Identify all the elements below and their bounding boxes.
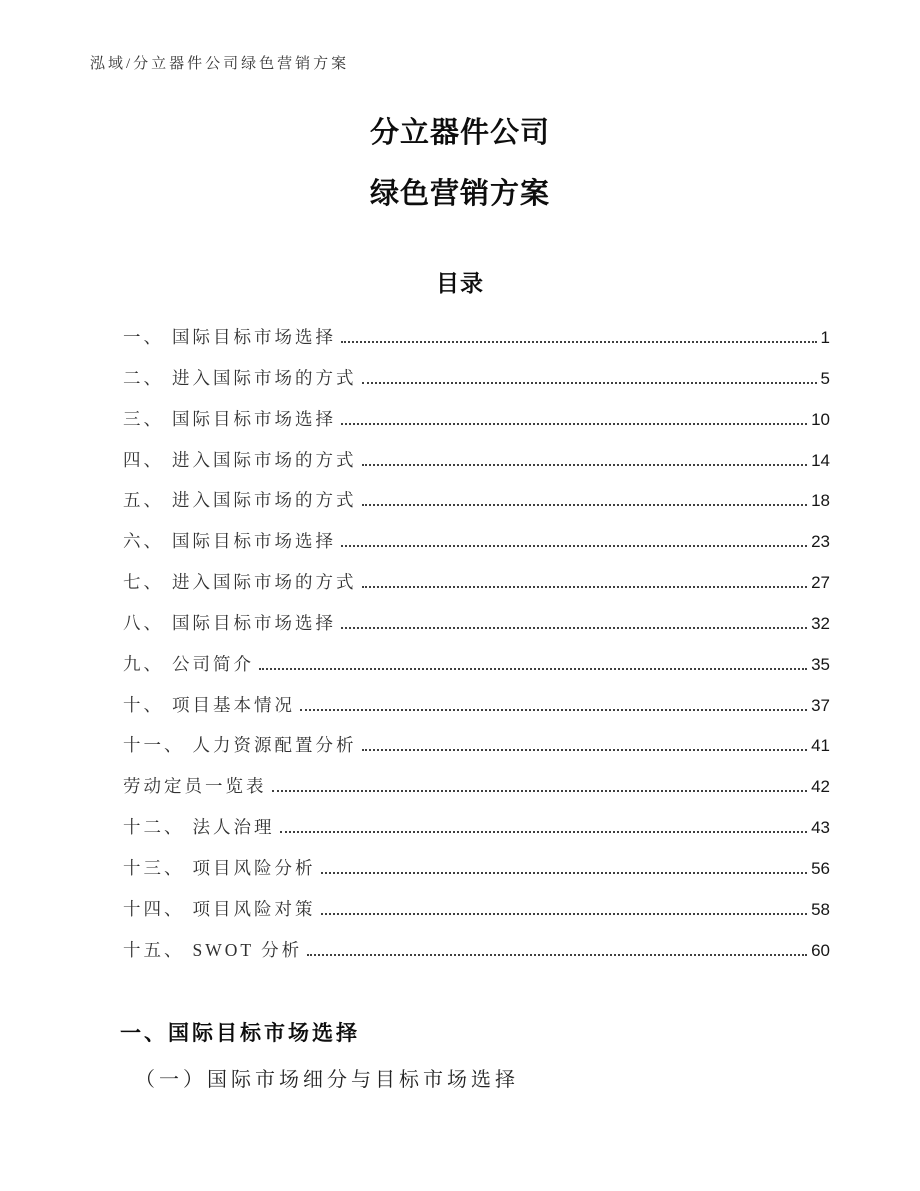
toc-entry[interactable] [90,480,830,521]
toc-entry-page: 14 [811,450,830,470]
toc-entry[interactable] [90,889,830,930]
toc-entry-title: 国际目标市场选择 [172,327,336,347]
toc-entry-page: 23 [811,532,830,552]
page-header-text: 泓域/分立器件公司绿色营销方案 [90,56,350,72]
toc-entry[interactable] [90,440,830,481]
toc-entry[interactable] [90,930,830,971]
section-heading: 一、国际目标市场选择 [120,1022,360,1045]
toc-entry[interactable] [90,807,830,848]
toc-entry-title: 进入国际市场的方式 [172,367,357,388]
subsection-heading: （一）国际市场细分与目标市场选择 [135,1069,519,1091]
toc-entry-title: 项目基本情况 [172,694,295,715]
toc-entry-number: 四、 [123,449,164,470]
toc-dot-leader [300,708,807,711]
toc-entry-title: 项目风险分析 [192,857,316,878]
toc-entry-title: 进入国际市场的方式 [172,572,357,593]
toc-entry-page: 10 [811,409,830,429]
toc-heading: 目录 [436,270,484,296]
toc-entry-page: 1 [820,328,830,347]
toc-entry-number: 十一、 [123,735,185,756]
toc-entry-number: 六、 [123,531,164,552]
toc-entry-title: SWOT 分析 [192,939,303,960]
toc-dot-leader [362,585,808,588]
toc-entry-page: 58 [811,899,830,919]
toc-dot-leader [307,953,807,956]
toc-dot-leader [362,463,808,466]
toc-dot-leader [321,912,808,915]
toc-entry[interactable] [90,603,830,644]
toc-entry-number: 十二、 [123,817,185,838]
toc-entry-title: 人力资源配置分析 [192,735,357,756]
toc-entry-number: 五、 [123,490,164,511]
toc-entry[interactable] [90,725,830,766]
toc-dot-leader [362,503,808,506]
toc-dot-leader [341,544,807,547]
toc-entry-title: 国际目标市场选择 [172,408,336,429]
toc-entry-page: 35 [811,654,830,674]
toc-entry-title: 法人治理 [192,817,275,838]
toc-dot-leader [362,381,817,384]
toc-entry-number: 七、 [123,572,164,593]
toc-entry-title: 进入国际市场的方式 [172,490,357,511]
toc-list [90,317,830,971]
toc-entry-page: 42 [811,777,830,797]
toc-dot-leader [341,422,807,425]
toc-entry-number: 十四、 [123,898,185,919]
toc-entry-page: 32 [811,613,830,633]
toc-entry-page: 60 [811,940,830,960]
document-title-line1: 分立器件公司 [369,117,550,149]
toc-entry[interactable] [90,848,830,889]
toc-entry-number: 九、 [123,653,164,674]
toc-dot-leader [280,830,808,833]
toc-dot-leader [362,748,808,751]
toc-entry[interactable] [90,358,830,399]
toc-entry-page: 41 [811,736,830,756]
toc-entry-number: 十五、 [123,939,185,960]
toc-dot-leader [321,871,808,874]
toc-entry-page: 5 [820,368,830,388]
toc-entry-page: 37 [811,695,830,715]
toc-entry-title: 国际目标市场选择 [172,531,336,552]
toc-dot-leader [259,667,807,670]
toc-entry-number: 八、 [123,612,164,633]
toc-entry-title: 公司简介 [172,653,254,674]
toc-entry[interactable] [90,644,830,685]
toc-entry[interactable] [90,766,830,807]
document-title-line2: 绿色营销方案 [369,178,550,210]
toc-entry-page: 56 [811,858,830,878]
toc-entry[interactable] [90,317,830,358]
toc-entry-number: 十、 [123,694,164,715]
toc-entry-title: 劳动定员一览表 [123,776,267,797]
toc-entry-title: 国际目标市场选择 [172,612,336,633]
toc-entry-number: 三、 [123,408,164,429]
toc-entry-page: 18 [811,491,830,511]
toc-entry-page: 27 [811,573,830,593]
toc-entry[interactable] [90,521,830,562]
toc-entry-title: 项目风险对策 [192,898,316,919]
toc-entry-number: 一、 [123,327,164,347]
toc-entry[interactable] [90,399,830,440]
toc-entry[interactable] [90,562,830,603]
toc-entry-page: 43 [811,818,830,838]
toc-entry[interactable] [90,685,830,726]
toc-dot-leader [341,340,817,343]
toc-dot-leader [341,626,807,629]
toc-entry-title: 进入国际市场的方式 [172,449,357,470]
toc-dot-leader [272,789,808,792]
toc-entry-number: 二、 [123,367,164,388]
toc-entry-number: 十三、 [123,857,185,878]
